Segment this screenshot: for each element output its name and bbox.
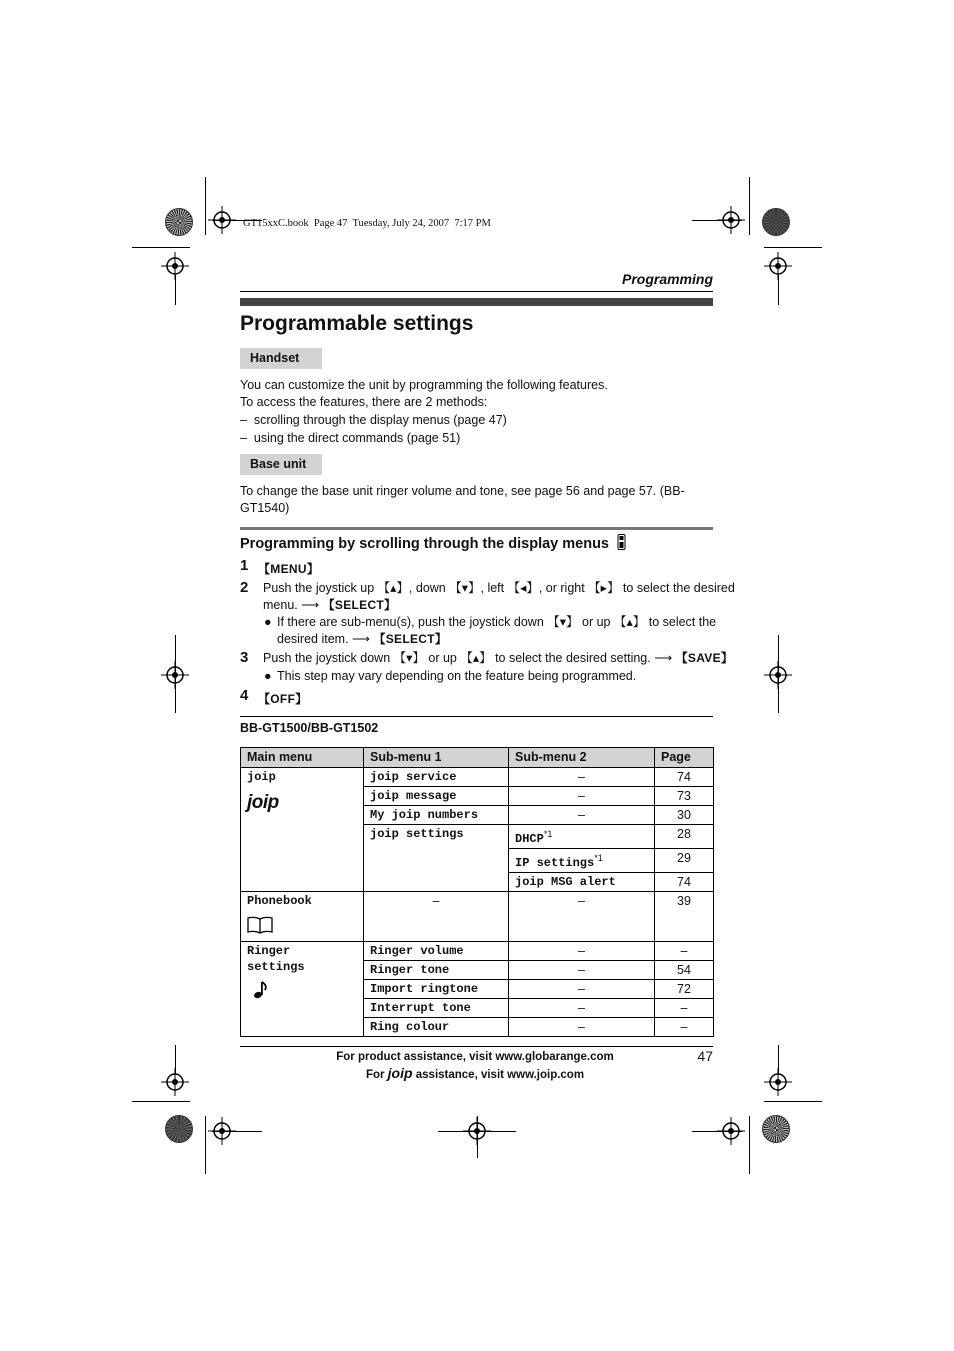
base-unit-label: Base unit	[240, 454, 322, 475]
bullet-icon: ●	[264, 669, 272, 683]
step-2-line-2	[263, 597, 723, 614]
step-3-line-text: Push the joystick down 【▾】 or up 【▴】 to select the desired setting. ⟶	[263, 651, 676, 665]
handset-label: Handset	[240, 348, 322, 369]
sub2-cell: –	[509, 768, 655, 787]
sub1-cell: Interrupt tone	[364, 999, 509, 1018]
base-unit-line: GT1540)	[240, 501, 290, 515]
sub2-cell: –	[509, 892, 655, 942]
header-page: Page	[655, 748, 714, 768]
page-cell: –	[655, 1018, 714, 1037]
model-name: BB-GT1500/BB-GT1502	[240, 721, 379, 735]
step-number: 2	[240, 579, 249, 596]
step-number: 4	[240, 687, 249, 704]
sub1-cell: Ringer volume	[364, 942, 509, 961]
intro-line: You can customize the unit by programming the following features.	[240, 378, 608, 392]
footer-line-2	[300, 1065, 650, 1083]
step-3-bullet	[263, 668, 733, 685]
table-row	[241, 768, 714, 787]
footer-post: assistance, visit www.joip.com	[412, 1069, 585, 1081]
footer-pre: For	[365, 1069, 388, 1081]
registration-mark-icon	[764, 1068, 792, 1096]
registration-mark-icon	[161, 1068, 189, 1096]
base-unit-text	[240, 483, 720, 517]
menu-key: 【MENU】	[258, 562, 320, 576]
sub2-cell: –	[509, 1018, 655, 1037]
sub1-cell: Ring colour	[364, 1018, 509, 1037]
sub1-cell: Ringer tone	[364, 961, 509, 980]
page-cell: –	[655, 999, 714, 1018]
header-sub-menu-1: Sub-menu 1	[364, 748, 509, 768]
table-row	[241, 892, 714, 942]
color-rosette-icon	[762, 1115, 790, 1143]
sub1-cell: My joip numbers	[364, 806, 509, 825]
header-rule	[240, 291, 713, 292]
main-menu-joip	[241, 768, 364, 892]
sub1-cell: joip message	[364, 787, 509, 806]
joip-logo-icon: joip	[387, 1065, 413, 1081]
main-menu-ringer	[241, 942, 364, 1037]
main-menu-label: Ringer	[247, 944, 291, 958]
bullet-line-2	[277, 631, 723, 648]
sub2-text: DHCP	[515, 832, 544, 846]
page-cell: 29	[655, 849, 714, 873]
step-2-line: Push the joystick up 【▴】, down 【▾】, left 【◂】, or right 【▸】 to select the desired	[263, 581, 735, 595]
save-key: 【SAVE】	[675, 651, 734, 665]
sub1-cell: joip settings	[364, 825, 509, 892]
main-menu-label: Phonebook	[247, 894, 312, 908]
page-cell: 28	[655, 825, 714, 849]
color-rosette-icon	[762, 208, 790, 236]
footer-rule	[240, 1046, 713, 1047]
table-row	[241, 942, 714, 961]
step-2-text	[263, 580, 735, 648]
registration-mark-icon	[161, 252, 189, 280]
step-number: 1	[240, 557, 249, 574]
main-menu-label-2: settings	[247, 960, 305, 974]
file-info: GT15xxC.book Page 47 Tuesday, July 24, 2007 7:17 PM	[243, 218, 491, 229]
page-number: 47	[697, 1048, 713, 1064]
intro-line: To access the features, there are 2 methods:	[240, 395, 488, 409]
scrolling-heading	[240, 534, 626, 554]
sub1-cell: –	[364, 892, 509, 942]
base-unit-line: To change the base unit ringer volume and tone, see page 56 and page 57. (BB-	[240, 484, 685, 498]
step-number: 3	[240, 649, 249, 666]
step-3-text	[263, 650, 733, 685]
scrolling-heading-text: Programming by scrolling through the display menus	[240, 536, 609, 552]
header-main-menu: Main menu	[241, 748, 364, 768]
sub1-cell: Import ringtone	[364, 980, 509, 999]
footer-line: For product assistance, visit www.globarange.com	[336, 1051, 614, 1063]
footnote-mark: *1	[594, 853, 603, 863]
step-3-line	[263, 650, 733, 667]
page-cell: –	[655, 942, 714, 961]
sub2-cell	[509, 825, 655, 849]
section-rule	[240, 527, 713, 530]
handset-intro	[240, 377, 720, 447]
page-cell: 39	[655, 892, 714, 942]
bullet-text: desired item. ⟶	[277, 632, 374, 646]
page-cell: 30	[655, 806, 714, 825]
table-header-row	[241, 748, 714, 768]
sub2-cell: –	[509, 806, 655, 825]
registration-mark-icon	[161, 661, 189, 689]
page-cell: 54	[655, 961, 714, 980]
footnote-mark: *1	[543, 829, 553, 839]
sub2-text: IP settings	[515, 856, 595, 870]
select-key: 【SELECT】	[322, 598, 397, 612]
bullet-line: If there are sub-menu(s), push the joystick down 【▾】 or up 【▴】 to select the	[277, 615, 717, 629]
registration-mark-icon	[764, 252, 792, 280]
sub2-cell: –	[509, 787, 655, 806]
method-item: – using the direct commands (page 51)	[240, 431, 461, 445]
sub2-cell: joip MSG alert	[509, 873, 655, 892]
sub2-cell	[509, 849, 655, 873]
select-key: 【SELECT】	[373, 632, 448, 646]
page-cell: 73	[655, 787, 714, 806]
title-bar	[240, 298, 713, 306]
page-cell: 74	[655, 873, 714, 892]
header-sub-menu-2: Sub-menu 2	[509, 748, 655, 768]
phonebook-icon	[247, 916, 357, 940]
page-cell: 74	[655, 768, 714, 787]
color-rosette-icon	[165, 1115, 193, 1143]
model-rule	[240, 716, 713, 717]
registration-mark-icon	[764, 661, 792, 689]
joip-logo-icon: joip	[247, 792, 279, 813]
page-cell: 72	[655, 980, 714, 999]
sub2-cell: –	[509, 961, 655, 980]
menu-table	[240, 747, 714, 1037]
color-rosette-icon	[165, 208, 193, 236]
sub2-cell: –	[509, 942, 655, 961]
bullet-text: This step may vary depending on the feature being programmed.	[277, 669, 637, 683]
step-2-bullet	[263, 614, 723, 648]
main-menu-phonebook	[241, 892, 364, 942]
main-menu-label: joip	[247, 770, 276, 784]
section-title: Programming	[621, 271, 713, 287]
step-2-text: menu. ⟶	[263, 598, 323, 612]
footer-text	[300, 1049, 650, 1083]
bullet-icon: ●	[264, 615, 272, 629]
sub2-cell: –	[509, 999, 655, 1018]
handset-icon	[617, 534, 626, 554]
method-item: – scrolling through the display menus (page 47)	[240, 413, 507, 427]
page-title: Programmable settings	[240, 312, 474, 335]
sub2-cell: –	[509, 980, 655, 999]
music-note-icon	[253, 980, 357, 1006]
sub1-cell: joip service	[364, 768, 509, 787]
off-key: 【OFF】	[258, 692, 308, 706]
